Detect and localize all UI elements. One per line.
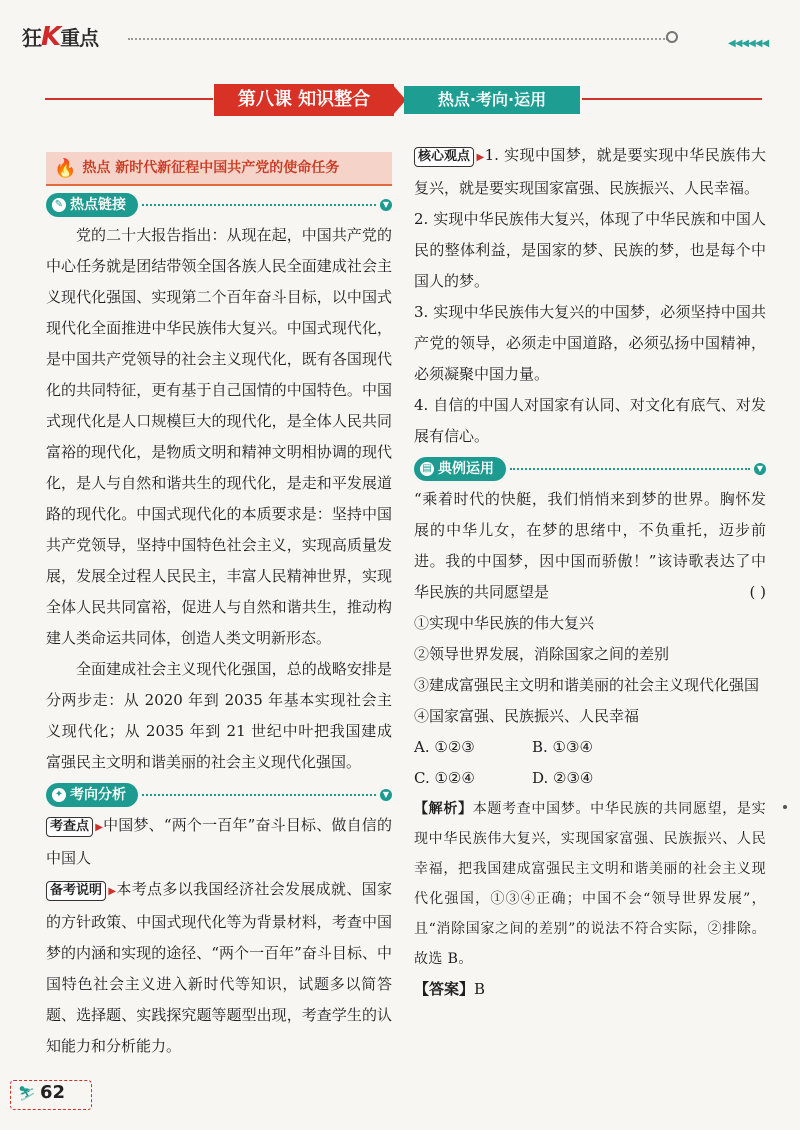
section-example (414, 456, 766, 482)
title-rule-right (582, 98, 762, 100)
hotspot-paragraph-1: 党的二十大报告指出：从现在起，中国共产党的中心任务就是团结带领全国各族人民全面建成社会主义现代化强国、实现第二个百年奋斗目标，以中国式现代化全面推进中华民族伟大复兴。中国式现代化，是中国共产党领导的社会主义现代化，既有各国现代化的共同特征，更有基于自己国情的中国特色。中国式现代化是人口规模巨大的现代化，是全体人民共同富裕的现代化，是物质文明和精神文明相协调的现代化，是人与自然和谐共生的现代化，是走和平发展道路的现代化。中国式现代化的本质要求是：坚持中国共产党领导，坚持中国特色社会主义，实现高质量发展，发展全过程人民民主，丰富人民精神世界，实现全体人民共同富裕，促进人与自然和谐共生，推动构建人类命运共同体，创造人类文明新形态。 (46, 226, 392, 647)
section-rule (510, 468, 750, 470)
chevron-down-icon: ▼ (380, 789, 392, 801)
option-4: ④国家富强、民族振兴、人民幸福 (414, 707, 640, 725)
answer (414, 974, 766, 1005)
exam-point (46, 810, 392, 874)
section-rule (142, 204, 376, 206)
section-title: 考向分析 (70, 787, 126, 803)
core-view-1-text: 1. 实现中国梦，就是要实现中华民族伟大复兴，就是要实现国家富强、民族振兴、人民幸福。 (414, 146, 766, 197)
section-title: 热点链接 (70, 197, 126, 213)
brand-pre: 狂 (22, 26, 41, 50)
link-icon: ✎ (52, 198, 66, 212)
margin-dot (783, 805, 787, 809)
answer-value: B (474, 980, 486, 998)
chevron-down-icon: ▼ (754, 463, 766, 475)
hotspot-banner-text: 热点 新时代新征程中国共产党的使命任务 (82, 159, 340, 176)
choice-d: D. ②③④ (532, 769, 594, 787)
header-arrows: ◀◀◀◀◀◀ (728, 38, 769, 49)
choice-a: A. ①②③ (414, 738, 475, 756)
analysis-label: 【解析】 (414, 801, 473, 817)
answer-paren: ( ) (749, 583, 766, 601)
core-view-2: 2. 实现中华民族伟大复兴，体现了中华民族和中国人民的整体利益，是国家的梦、民族的梦，也是每个中国人的梦。 (414, 210, 766, 290)
prep-note-tag: 备考说明 (46, 881, 106, 901)
analysis (414, 794, 766, 974)
prep-note (46, 874, 392, 1062)
section-rule (142, 794, 376, 796)
header-dotted-line (128, 38, 668, 40)
prep-note-text: 本考点多以我国经济社会发展成就、国家的方针政策、中国式现代化等为背景材料，考查中国梦的内涵和实现的途径、“两个一百年”奋斗目标、中国特色社会主义进入新时代等知识，试题多以简答题、选择题、实践探究题等题型出现，考查学生的认知能力和分析能力。 (46, 880, 392, 1055)
chevron-down-icon: ▼ (380, 199, 392, 211)
page-number: 62 (40, 1082, 66, 1103)
question-stem-text: “乘着时代的快艇，我们悄悄来到梦的世界。胸怀发展的中华儿女，在梦的思绪中，不负重托，迈步前进。我的中国梦，因中国而骄傲！”该诗歌表达了中华民族的共同愿望是 (414, 490, 766, 601)
left-column (46, 152, 392, 1062)
analysis-text: 本题考查中国梦。中华民族的共同愿望，是实现中华民族伟大复兴，实现国家富强、民族振兴、人民幸福，把我国建成富强民主文明和谐美丽的社会主义现代化强国，①③④正确；中国不会“领导世界发展”，且“消除国家之间的差别”的说法不符合实际，②排除。故选 B。 (414, 801, 766, 967)
choice-c: C. ①②④ (414, 769, 475, 787)
core-view-tag: 核心观点 (414, 147, 474, 167)
lesson-title: 第八课 知识整合 (214, 84, 394, 116)
section-title: 典例运用 (438, 461, 494, 477)
brand-post: 重点 (60, 26, 99, 50)
option-3: ③建成富强民主文明和谐美丽的社会主义现代化强国 (414, 676, 760, 694)
section-exam-analysis (46, 782, 392, 808)
section-hotspot-link (46, 192, 392, 218)
compass-icon: ✦ (52, 788, 66, 802)
option-2: ②领导世界发展，消除国家之间的差别 (414, 645, 670, 663)
choices-row-2 (414, 763, 766, 794)
title-rule-left (45, 98, 213, 100)
section-pill (46, 783, 138, 807)
flame-icon: 🔥 (54, 157, 77, 179)
section-pill (414, 457, 506, 481)
choice-b: B. ①③④ (532, 738, 593, 756)
lesson-tag: 热点·考向·运用 (404, 86, 580, 114)
runner-icon: ⛷ (18, 1086, 36, 1102)
hotspot-paragraph-2: 全面建成社会主义现代化强国，总的战略安排是分两步走：从 2020 年到 2035 年基本实现社会主义现代化；从 2035 年到 21 世纪中叶把我国建成富强民主文明和谐美丽的社会主义现代化强国。 (46, 660, 392, 771)
book-icon: ▤ (420, 462, 434, 476)
option-1: ①实现中华民族的伟大复兴 (414, 614, 595, 632)
exam-point-text: 中国梦、“两个一百年”奋斗目标、做自信的中国人 (46, 816, 392, 867)
choices-row-1 (414, 732, 766, 763)
hotspot-banner (46, 152, 392, 186)
exam-point-tag: 考查点 (46, 817, 93, 837)
tag-arrow-icon: ▶ (108, 886, 117, 897)
section-pill (46, 193, 138, 217)
answer-label: 【答案】 (414, 980, 475, 998)
brand-k: K (41, 22, 61, 52)
question-stem (414, 484, 766, 608)
core-view-3: 3. 实现中华民族伟大复兴的中国梦，必须坚持中国共产党的领导，必须走中国道路，必须弘扬中国精神，必须凝聚中国力量。 (414, 303, 766, 383)
tag-arrow-icon: ▶ (95, 822, 104, 833)
header-ring (666, 31, 678, 43)
core-view-4: 4. 自信的中国人对国家有认同、对文化有底气、对发展有信心。 (414, 396, 766, 445)
brand-logo (22, 22, 98, 52)
right-column (414, 140, 766, 1005)
tag-arrow-icon: ▶ (476, 152, 485, 163)
core-view-1 (414, 140, 766, 204)
